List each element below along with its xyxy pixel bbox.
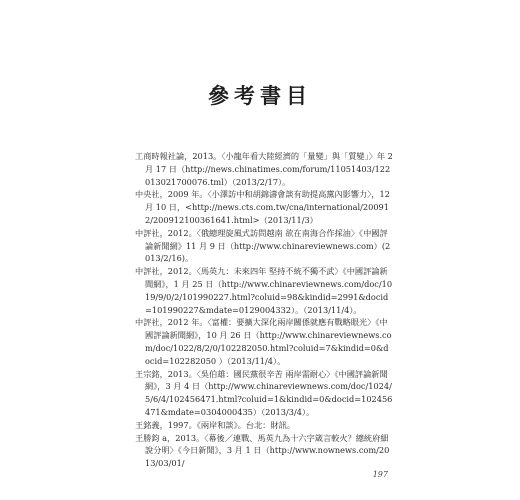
page-number: 197 <box>372 470 388 479</box>
reference-entry: 工商時報社論，2013。〈小龍年看大陸經濟的「量變」與「質變」〉年 2 月 17 日（http://news.chinatimes.com/forum/11051403/122013021700076.tml）（2013/2/17）。 <box>135 151 393 187</box>
reference-entry: 中評社，2012。〈馬英九：未來四年 堅持不統不獨不武〉《中國評論新聞網》，1 月 25 日（http://www.chinareviewnews.com/doc/1019/9/0/2/101990227.html?coluid=98&kindid=2991&docid=101990227&mdate=0129004332）。（2013/11/4）。 <box>135 266 393 315</box>
page-title: 參考書目 <box>208 83 312 108</box>
reference-list <box>135 150 393 470</box>
reference-entry: 中評社，2012。〈俄總理旋風式訪問越南 欲在南海合作採油〉《中國評論新聞網》11 月 9 日（http://www.chinareviewnews.com）(2013/2/16)。 <box>135 227 391 264</box>
reference-entry: 中評社，2012 年。〈富權：要擴大深化兩岸關係就應有戰略眼光〉《中國評論新聞網》，10 月 26 日（http://www.chinareviewnews.com/doc/1022/8/2/0/102282050.html?coluid=7&kindid=0&docid=102282050 ）（2013/11/4）。 <box>135 317 392 366</box>
reference-entry: 王勝鈞 a，2013。〈幕後／連戰、馬英九為十六字箴言較火？總統府細說分明〉《今日新聞》，3 月 1 日（http://www.nownews.com/2013/03/01/ <box>135 432 390 469</box>
reference-entry: 王宗銘，2013。〈吳伯雄：國民黨很辛苦 兩岸需耐心〉《中國評論新聞網》，3 月 4 日（http://www.chinareviewnews.com/doc/1024/5/6/4/102456471.html?coluid=1&kindid=0&docid=102456471&mdate=0304000435）（2013/3/4）。 <box>135 368 393 417</box>
reference-entry: 中央社，2009 年。〈小澤訪中和胡錦濤會談有助提高黨內影響力〉，12 月 10 日，<http://news.cts.com.tw/cna/international/200912/200912100361641.html>（2013/11/3） <box>135 189 390 225</box>
reference-entry: 王銘義，1997。《兩岸和談》。台北：財訊。 <box>135 419 296 430</box>
